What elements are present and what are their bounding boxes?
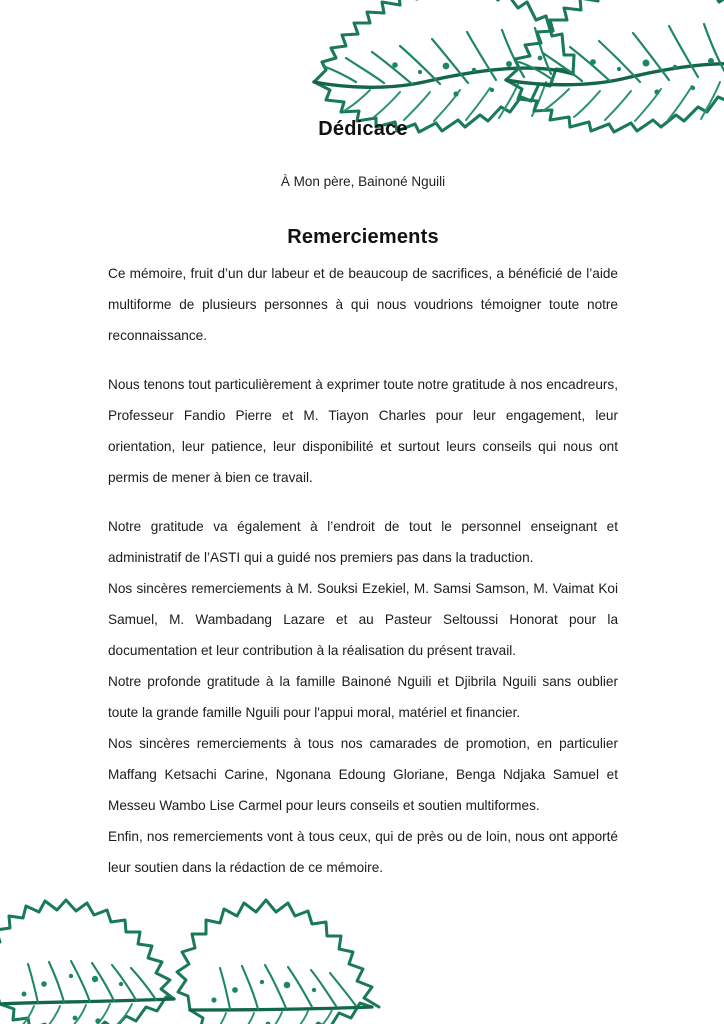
- paragraph: Enfin, nos remerciements vont à tous ceux, qui de près ou de loin, nous ont apporté leur soutien dans la rédaction de ce mémoire.: [108, 829, 618, 875]
- paragraph: Nos sincères remerciements à M. Souksi Ezekiel, M. Samsi Samson, M. Vaimat Koi Samuel, M. Wambadang Lazare et au Pasteur Seltoussi Honorat pour la documentation et leur contribution à la réalisation du présent travail.: [108, 581, 618, 658]
- paragraph: Ce mémoire, fruit d’un dur labeur et de beaucoup de sacrifices, a bénéficié de l’aide multiforme de plusieurs personnes à qui nous voudrions témoigner toute notre reconnaissance.: [108, 266, 618, 343]
- paragraph: Nous tenons tout particulièrement à exprimer toute notre gratitude à nos encadreurs, Professeur Fandio Pierre et M. Tiayon Charles pour leur engagement, leur orientation, leur patience, leur disponibilité et surtout leurs conseils qui nous ont permis de mener à bien ce travail.: [108, 377, 618, 485]
- acknowledgements-heading: Remerciements: [287, 226, 439, 248]
- paragraph: Notre gratitude va également à l’endroit de tout le personnel enseignant et administratif de l’ASTI qui a guidé nos premiers pas dans la traduction.: [108, 519, 618, 565]
- paragraph: Nos sincères remerciements à tous nos camarades de promotion, en particulier Maffang Ketsachi Carine, Ngonana Edoung Gloriane, Benga Ndjaka Samuel et Messeu Wambo Lise Carmel pour leurs conseils et soutien multiformes.: [108, 736, 618, 813]
- leaf-icon-bottom-left: [0, 876, 238, 1024]
- acknowledgements-body: [108, 258, 618, 883]
- dedication-text: À Mon père, Bainoné Nguili: [280, 174, 446, 189]
- paragraph: Notre profonde gratitude à la famille Bainoné Nguili et Djibrila Nguili sans oublier toute la grande famille Nguili pour l'appui moral, matériel et financier.: [108, 674, 618, 720]
- dedication-heading: Dédicace: [318, 118, 408, 140]
